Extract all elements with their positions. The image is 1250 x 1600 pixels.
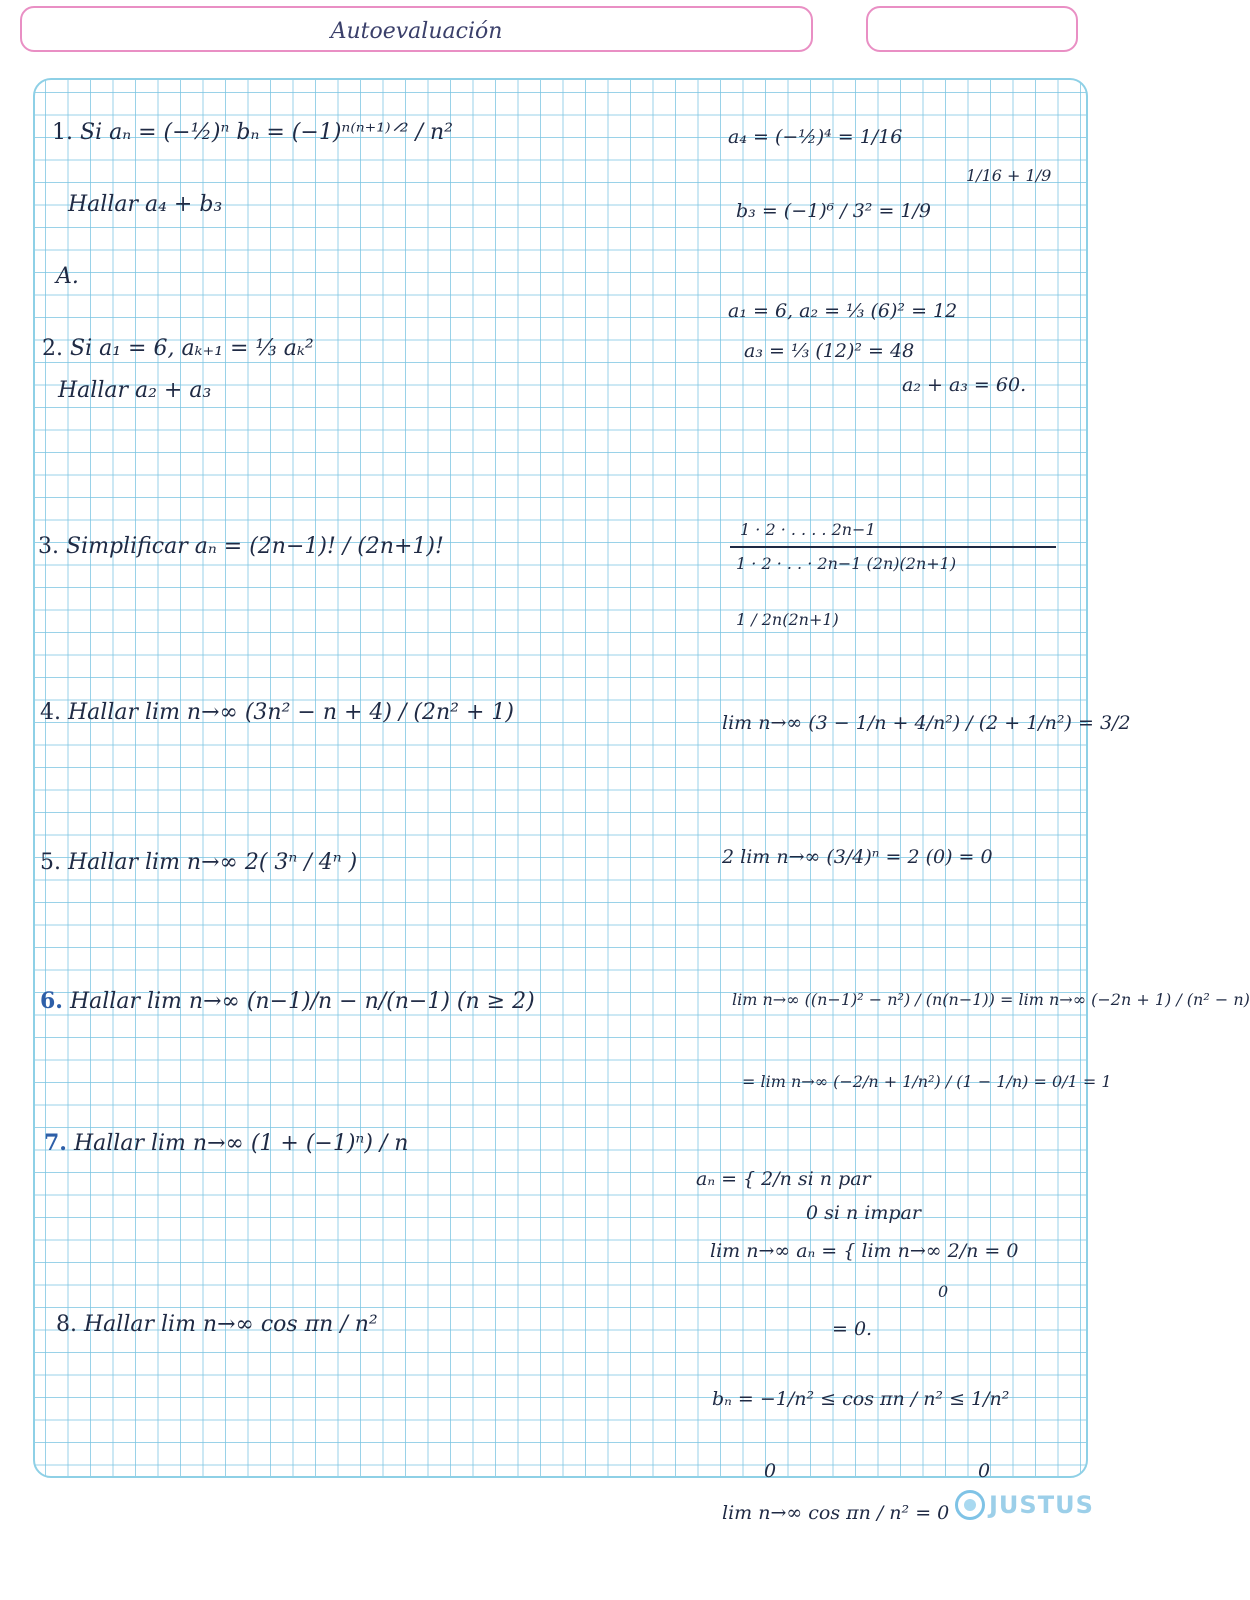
watermark-text: JUSTUS	[989, 1491, 1094, 1519]
grid-paper	[33, 78, 1088, 1478]
problem-1-answer-label: A.	[56, 264, 79, 289]
problem-1-task: Hallar a₄ + b₃	[68, 192, 223, 217]
problem-1: 1. Si aₙ = (−½)ⁿ bₙ = (−1)ⁿ⁽ⁿ⁺¹⁾ᐟ² / n²	[52, 120, 453, 145]
problem-5: 5. Hallar lim n→∞ 2( 3ⁿ / 4ⁿ )	[40, 850, 358, 875]
justus-logo-icon	[955, 1490, 985, 1520]
problem-2-task: Hallar a₂ + a₃	[58, 378, 212, 403]
problem-2: 2. Si a₁ = 6, aₖ₊₁ = ⅓ aₖ²	[42, 336, 314, 361]
problem-8: 8. Hallar lim n→∞ cos πn / n²	[56, 1312, 378, 1337]
solution-7-case-odd: 0 si n impar	[806, 1202, 921, 1224]
solution-2-a2: a₁ = 6, a₂ = ⅓ (6)² = 12	[728, 300, 958, 322]
solution-1-sum: 1/16 + 1/9	[966, 166, 1052, 185]
problem-3: 3. Simplificar aₙ = (2n−1)! / (2n+1)!	[38, 534, 444, 559]
solution-7-cases: aₙ = { 2/n si n par	[696, 1168, 871, 1190]
solution-6-step-1: lim n→∞ ((n−1)² − n²) / (n(n−1)) = lim n→∞ (−2n + 1) / (n² − n)	[732, 990, 1250, 1009]
solution-3-result: 1 / 2n(2n+1)	[736, 610, 839, 629]
solution-3-numerator: 1 · 2 · . . . . 2n−1	[740, 520, 876, 539]
solution-5: 2 lim n→∞ (3/4)ⁿ = 2 (0) = 0	[722, 846, 993, 868]
justus-watermark	[955, 1490, 1094, 1520]
title-box	[20, 6, 813, 52]
solution-3-fraction-bar	[730, 546, 1056, 548]
page-title: Autoevaluación	[330, 19, 503, 44]
solution-1-a4: a₄ = (−½)⁴ = 1/16	[728, 126, 903, 148]
solution-8-result: lim n→∞ cos πn / n² = 0	[722, 1502, 950, 1524]
solution-4: lim n→∞ (3 − 1/n + 4/n²) / (2 + 1/n²) = 3/2	[722, 712, 1131, 734]
solution-7-result: = 0.	[832, 1318, 873, 1340]
solution-3-denominator: 1 · 2 · . . · 2n−1 (2n)(2n+1)	[736, 554, 957, 573]
problem-4: 4. Hallar lim n→∞ (3n² − n + 4) / (2n² + 1)	[40, 700, 514, 725]
blank-header-box	[866, 6, 1078, 52]
solution-8-inequality: bₙ = −1/n² ≤ cos πn / n² ≤ 1/n²	[712, 1388, 1010, 1410]
solution-2-total: a₂ + a₃ = 60.	[902, 374, 1027, 396]
solution-7-limit: lim n→∞ aₙ = { lim n→∞ 2/n = 0	[710, 1240, 1019, 1262]
solution-8-left-limit: 0	[764, 1460, 777, 1482]
solution-8-right-limit: 0	[978, 1460, 991, 1482]
problem-7: 7. Hallar lim n→∞ (1 + (−1)ⁿ) / n	[44, 1130, 409, 1156]
solution-6-step-2: = lim n→∞ (−2/n + 1/n²) / (1 − 1/n) = 0/1 = 1	[742, 1072, 1112, 1091]
solution-2-a3: a₃ = ⅓ (12)² = 48	[744, 340, 915, 362]
solution-1-b3: b₃ = (−1)⁶ / 3² = 1/9	[736, 200, 931, 222]
solution-7-limit-odd: 0	[938, 1282, 949, 1301]
problem-6: 6. Hallar lim n→∞ (n−1)/n − n/(n−1) (n ≥ 2)	[40, 988, 535, 1014]
